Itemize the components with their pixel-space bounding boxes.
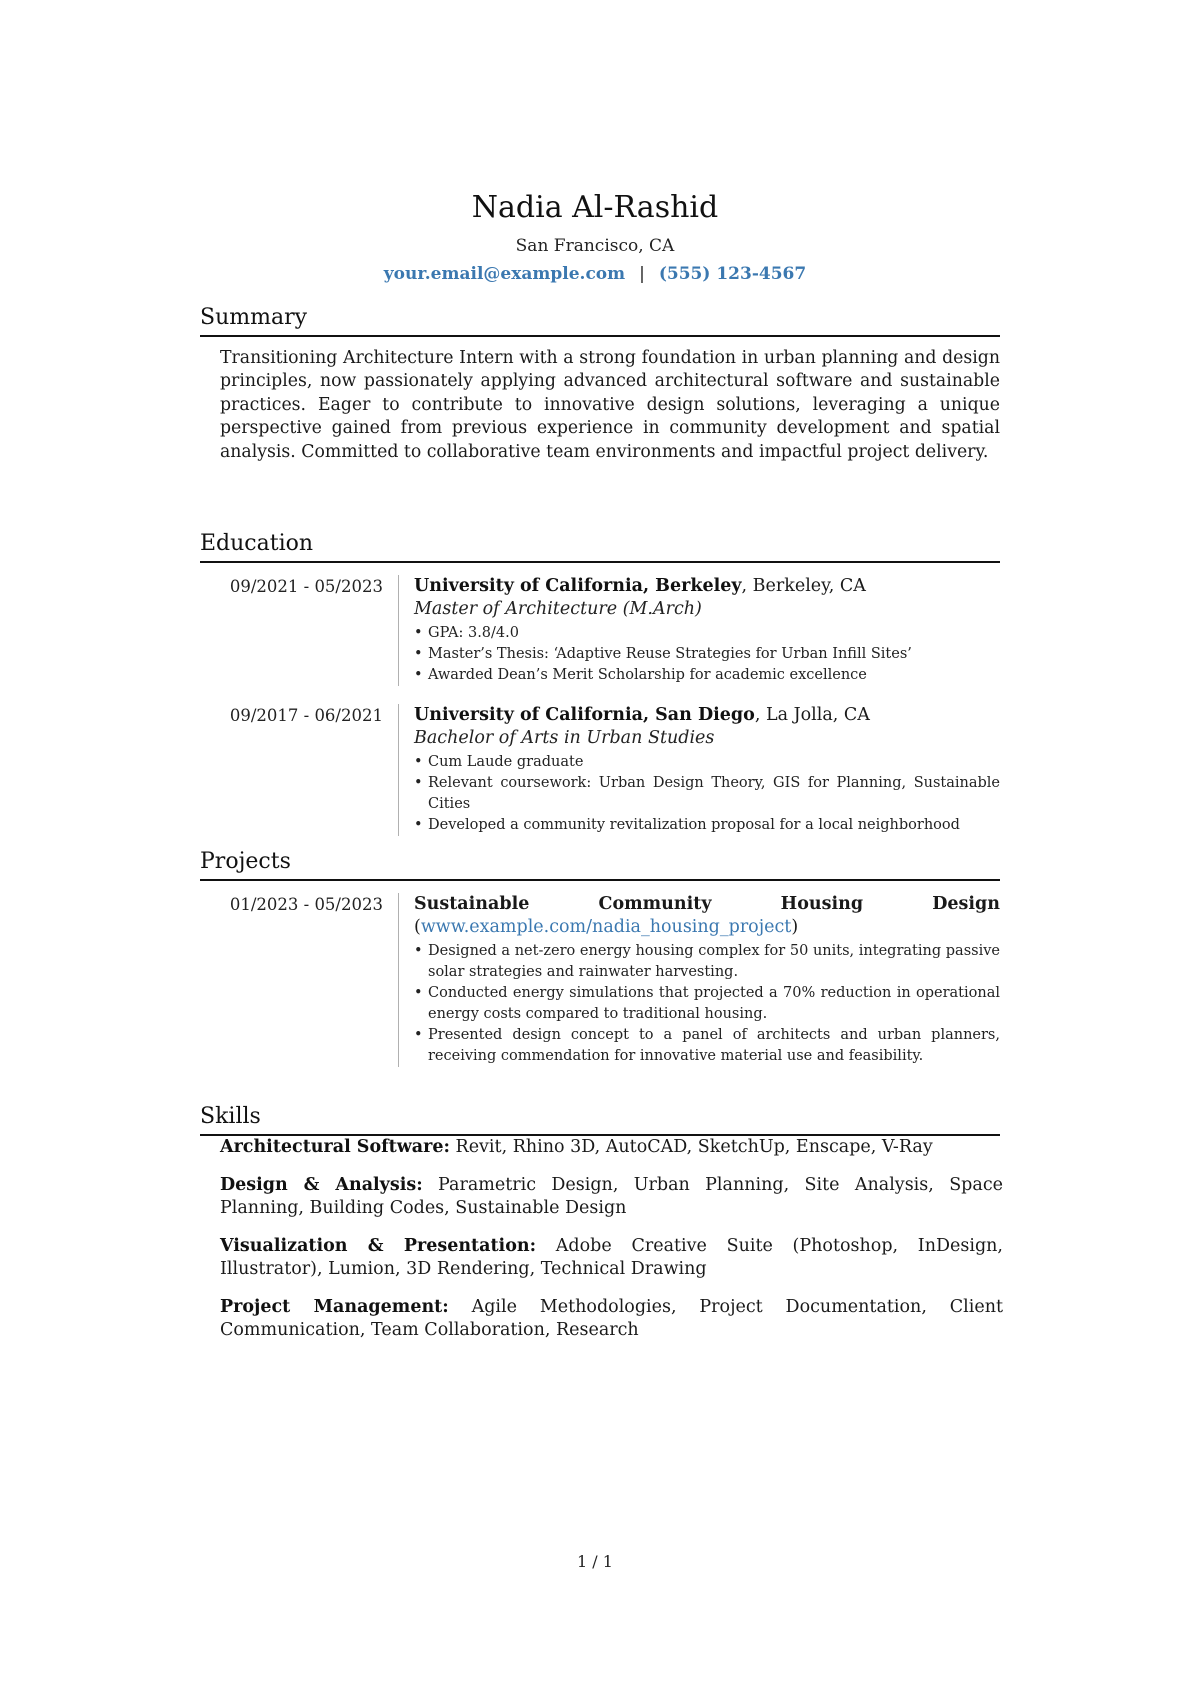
summary-section xyxy=(200,304,1000,464)
contact-line xyxy=(0,262,1190,286)
degree: Master of Architecture (M.Arch) xyxy=(414,599,702,619)
school-name: University of California, Berkeley xyxy=(414,576,742,596)
contact-separator: | xyxy=(639,264,645,284)
section-title-education: Education xyxy=(200,531,314,556)
project-title-line xyxy=(414,893,1000,939)
candidate-name: Nadia Al-Rashid xyxy=(471,190,719,225)
skill-line xyxy=(220,1235,1003,1282)
bullet-item: • Conducted energy simulations that projected a 70% reduction in operational energy costs compared to traditional housing. xyxy=(414,983,1000,1025)
paren-open: ( xyxy=(414,917,421,937)
section-rule xyxy=(200,879,1000,881)
section-title-projects: Projects xyxy=(200,849,291,874)
skills-section xyxy=(200,1103,1003,1343)
bullet-item: • Developed a community revitalization proposal for a local neighborhood xyxy=(414,815,1000,836)
degree: Bachelor of Arts in Urban Studies xyxy=(414,728,715,748)
section-rule xyxy=(200,561,1000,563)
bullet-item: • Relevant coursework: Urban Design Theory, GIS for Planning, Sustainable Cities xyxy=(414,773,1000,815)
project-link[interactable]: www.example.com/nadia_housing_project xyxy=(420,917,792,937)
section-title-summary: Summary xyxy=(200,305,308,330)
project-entry xyxy=(200,893,1000,1067)
school-place: , Berkeley, CA xyxy=(741,576,866,596)
bullet-item: • Designed a net-zero energy housing complex for 50 units, integrating passive solar strategies and rainwater harvesting. xyxy=(414,941,1000,983)
bullet-list xyxy=(414,941,1000,1067)
bullet-item: • Presented design concept to a panel of architects and urban planners, receiving commendation for innovative material use and feasibility. xyxy=(414,1025,1000,1067)
bullet-list xyxy=(414,752,1000,836)
skill-value: Agile Methodologies, Project Documentation, Client Communication, Team Collaboration, Research xyxy=(220,1296,1003,1340)
email-link[interactable]: your.email@example.com xyxy=(383,264,626,284)
skill-label: Architectural Software: xyxy=(220,1137,450,1157)
section-title-skills: Skills xyxy=(200,1104,261,1129)
paren-close: ) xyxy=(791,917,799,937)
section-rule xyxy=(200,335,1000,337)
bullet-item: • Master’s Thesis: ‘Adaptive Reuse Strategies for Urban Infill Sites’ xyxy=(414,644,1000,665)
entry-dates: 09/2021 - 05/2023 xyxy=(229,577,383,596)
project-name: Sustainable Community Housing Design xyxy=(414,894,1000,914)
skill-line xyxy=(220,1296,1003,1343)
skill-value: Adobe Creative Suite (Photoshop, InDesign, Illustrator), Lumion, 3D Rendering, Technical Drawing xyxy=(220,1235,1003,1279)
skill-value: Revit, Rhino 3D, AutoCAD, SketchUp, Enscape, V-Ray xyxy=(449,1137,933,1157)
projects-section xyxy=(200,848,1000,1067)
skill-value: Parametric Design, Urban Planning, Site Analysis, Space Planning, Building Codes, Sustainable Design xyxy=(220,1174,1003,1218)
phone-link[interactable]: (555) 123-4567 xyxy=(658,264,807,284)
entry-body xyxy=(398,704,1000,836)
education-entry xyxy=(200,704,1000,836)
entry-body xyxy=(398,575,1000,686)
skill-label: Design & Analysis: xyxy=(220,1174,423,1195)
bullet-item: • Cum Laude graduate xyxy=(414,752,1000,773)
bullet-list xyxy=(414,623,1000,686)
page-number: 1 / 1 xyxy=(577,1552,613,1571)
resume-header xyxy=(0,190,1190,286)
skill-line xyxy=(220,1174,1003,1221)
skill-line xyxy=(220,1136,1003,1160)
bullet-item: • GPA: 3.8/4.0 xyxy=(414,623,1000,644)
school-name: University of California, San Diego xyxy=(414,705,755,725)
education-section xyxy=(200,530,1000,836)
bullet-item: • Awarded Dean’s Merit Scholarship for academic excellence xyxy=(414,665,1000,686)
candidate-location: San Francisco, CA xyxy=(515,236,675,256)
entry-dates: 09/2017 - 06/2021 xyxy=(229,706,383,725)
school-place: , La Jolla, CA xyxy=(754,705,870,725)
skill-label: Project Management: xyxy=(220,1296,449,1317)
education-entry xyxy=(200,575,1000,686)
entry-body xyxy=(398,893,1000,1067)
entry-dates: 01/2023 - 05/2023 xyxy=(229,895,383,914)
school-line xyxy=(414,575,1000,598)
school-line xyxy=(414,704,1000,727)
summary-text: Transitioning Architecture Intern with a strong foundation in urban planning and design principles, now passionately applying advanced architectural software and sustainable practices. Eager to contribute to innovative design solutions, leveraging a unique perspective gained from previous experience in community development and spatial analysis. Committed to collaborative team environments and impactful project delivery. xyxy=(220,348,1000,462)
skill-label: Visualization & Presentation: xyxy=(220,1235,537,1256)
